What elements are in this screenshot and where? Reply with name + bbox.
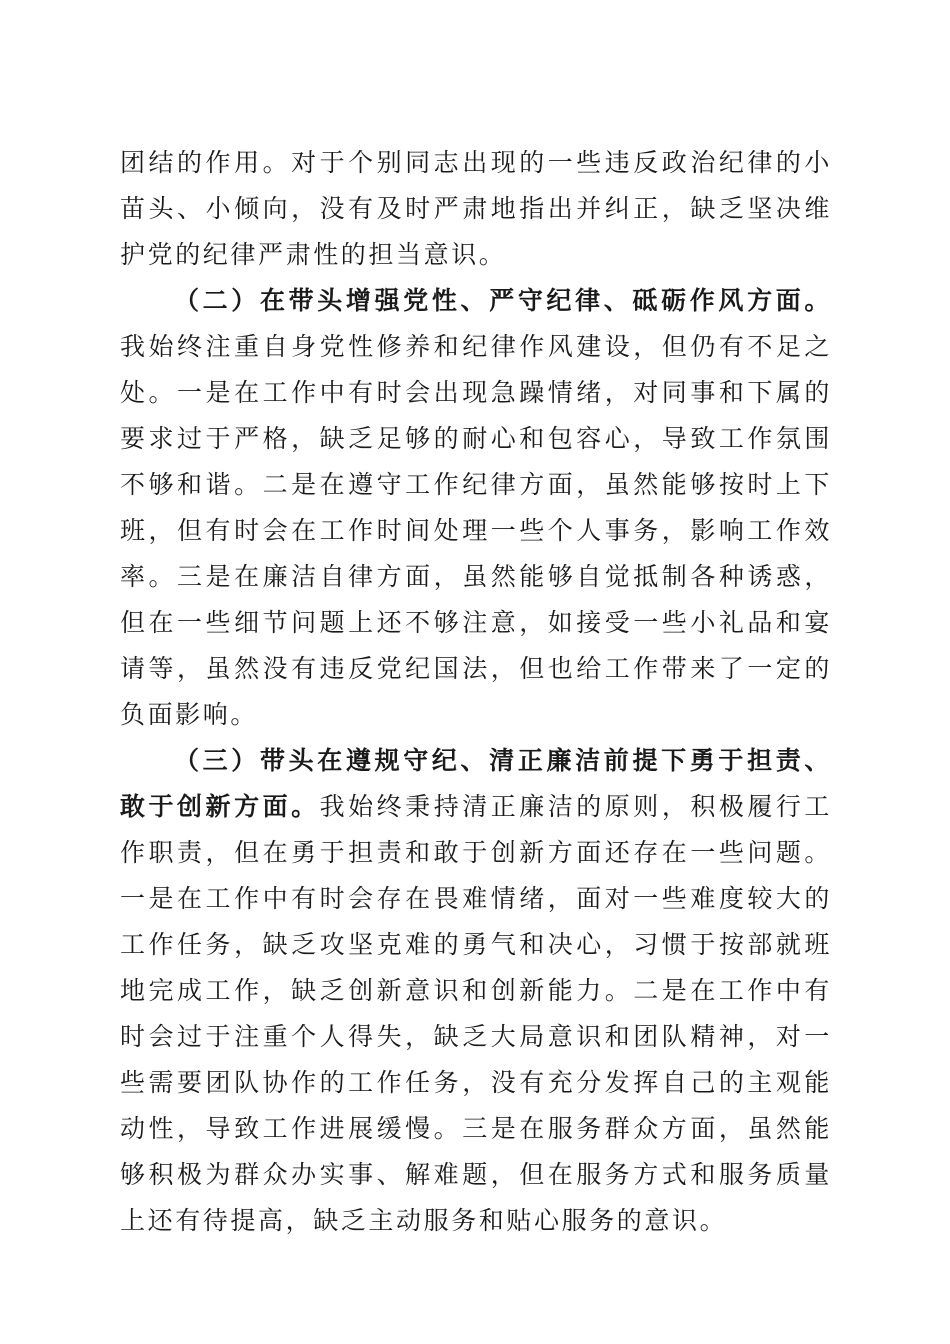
- paragraph-text: 我始终秉持清正廉洁的原则，积极履行工作职责，但在勇于担责和敢于创新方面还存在一些问题。一是在工作中有时会存在畏难情绪，面对一些难度较大的工作任务，缺乏攻坚克难的勇气和决心，习惯于按部就班地完成工作，缺乏创新意识和创新能力。二是在工作中有时会过于注重个人得失，缺乏大局意识和团队精神，对一些需要团队协作的工作任务，没有充分发挥自己的主观能动性，导致工作进展缓慢。三是在服务群众方面，虽然能够积极为群众办实事、解难题，但在服务方式和服务质量上还有待提高，缺乏主动服务和贴心服务的意识。: [120, 792, 832, 1235]
- section-two-heading: （二）在带头增强党性、严守纪律、砥砺作风方面。: [174, 286, 832, 315]
- paragraph-text: 团结的作用。对于个别同志出现的一些违反政治纪律的小苗头、小倾向，没有及时严肃地指出并纠正，缺乏坚决维护党的纪律严肃性的担当意识。: [120, 148, 832, 269]
- section-three-heading: （三）带头在遵规守纪、清正廉洁前提下勇于担责、敢于创新方面。: [120, 746, 832, 821]
- document-body: [120, 140, 832, 1244]
- paragraph-continuation: [120, 140, 832, 278]
- paragraph-text: 我始终注重自身党性修养和纪律作风建设，但仍有不足之处。一是在工作中有时会出现急躁情绪，对同事和下属的要求过于严格，缺乏足够的耐心和包容心，导致工作氛围不够和谐。二是在遵守工作纪律方面，虽然能够按时上下班，但有时会在工作时间处理一些个人事务，影响工作效率。三是在廉洁自律方面，虽然能够自觉抵制各种诱惑，但在一些细节问题上还不够注意，如接受一些小礼品和宴请等，虽然没有违反党纪国法，但也给工作带来了一定的负面影响。: [120, 332, 832, 729]
- paragraph-section-three: [120, 738, 832, 1244]
- paragraph-section-two: [120, 278, 832, 738]
